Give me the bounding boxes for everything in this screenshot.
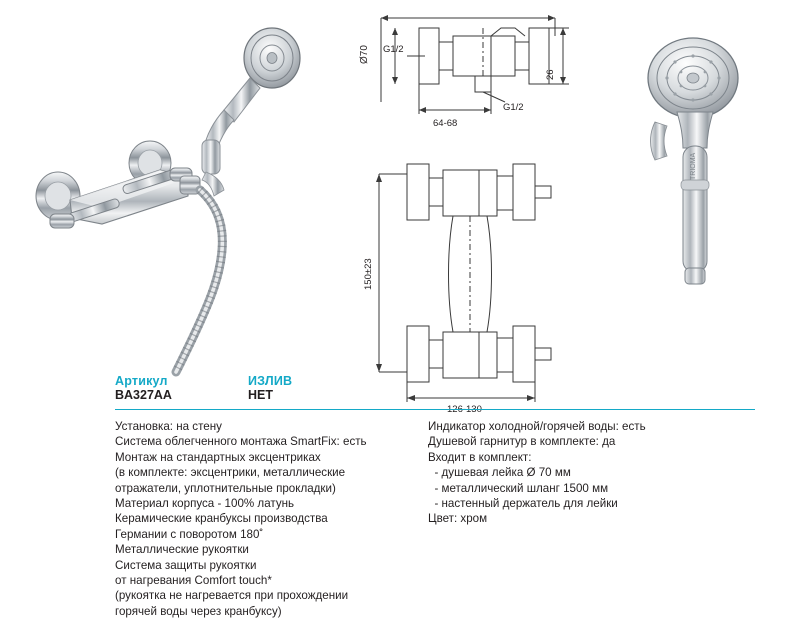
- spec-line: Германии с поворотом 180˚: [115, 527, 264, 541]
- spec-line: Металлические рукоятки: [115, 543, 249, 557]
- spec-line: - металлический шланг 1500 мм: [428, 481, 609, 495]
- specs-left-column: [115, 419, 415, 619]
- spec-line: Входит в комплект:: [428, 450, 532, 464]
- drawing-front-view-svg: [355, 150, 625, 415]
- spout-block: [248, 374, 292, 402]
- handset-photo: [615, 30, 780, 370]
- drawing-top-view: [355, 6, 625, 146]
- spec-line: Система облегченного монтажа SmartFix: есть: [115, 435, 367, 449]
- product-photo: [10, 0, 330, 400]
- spec-line: от нагревания Comfort touch*: [115, 574, 272, 588]
- divider-line: [115, 409, 755, 410]
- drawing-front-view: [355, 150, 625, 415]
- spec-line: Система защиты рукоятки: [115, 558, 257, 572]
- spec-line: горячей воды через кранбуксу): [115, 604, 282, 618]
- dim-thread-left: G1/2: [383, 44, 404, 55]
- spec-line: Цвет: хром: [428, 512, 488, 526]
- dim-depth-26: 26: [545, 69, 556, 80]
- spec-line: - настенный держатель для лейки: [428, 497, 618, 511]
- spout-value: НЕТ: [248, 388, 273, 402]
- article-label: Артикул: [115, 374, 168, 388]
- dim-length-64-68: 64-68: [433, 118, 458, 129]
- spec-line: Монтаж на стандартных эксцентриках: [115, 450, 321, 464]
- spec-line: Керамические кранбуксы производства: [115, 512, 328, 526]
- handset-brand-label: TRIOMA: [690, 152, 697, 180]
- spec-line: отражатели, уплотнительные прокладки): [115, 481, 336, 495]
- spec-line: Душевой гарнитур в комплекте: да: [428, 435, 616, 449]
- dim-height-150: 150±23: [363, 258, 374, 290]
- dim-diameter-70: Ø70: [359, 45, 370, 64]
- dim-thread-bottom: G1/2: [503, 102, 524, 113]
- spec-line: Материал корпуса - 100% латунь: [115, 497, 295, 511]
- spec-line: - душевая лейка Ø 70 мм: [428, 466, 571, 480]
- spout-label: ИЗЛИВ: [248, 374, 293, 388]
- shower-hose-photo: [176, 172, 224, 372]
- article-block: [115, 374, 172, 402]
- spec-line: Установка: на стену: [115, 420, 222, 433]
- specs-right-column: [428, 419, 758, 527]
- drawing-top-view-svg: [355, 6, 625, 146]
- spec-line: (рукоятка не нагревается при прохождении: [115, 589, 349, 603]
- handset-photo-svg: [615, 30, 780, 370]
- article-value: BA327AA: [115, 388, 172, 402]
- product-photo-svg: [10, 0, 340, 400]
- shower-head-photo: [202, 28, 300, 174]
- spec-line: Индикатор холодной/горячей воды: есть: [428, 420, 646, 433]
- spec-line: (в комплекте: эксцентрики, металлические: [115, 466, 346, 480]
- mixer-body-photo: [36, 141, 200, 228]
